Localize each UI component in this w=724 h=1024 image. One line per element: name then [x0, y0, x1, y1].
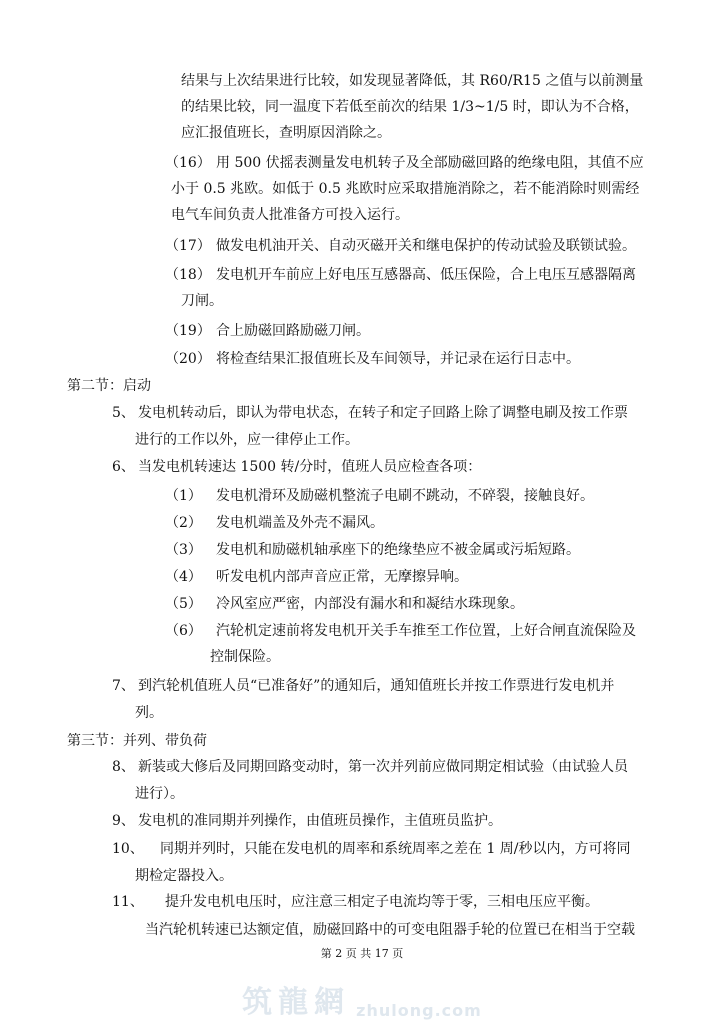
sub-item-5: （5） 冷风室应严密，内部没有漏水和和凝结水珠现象。: [165, 596, 524, 612]
list-item-16: （16） 用 500 伏摇表测量发电机转子及全部励磁回路的绝缘电阻，其值不应: [165, 155, 644, 171]
item-number: 7、: [112, 678, 135, 694]
paragraph-line: 同期并列时，只能在发电机的周率和系统周率之差在 1 周/秒以内，方可将同: [160, 841, 631, 857]
item-number: （3）: [165, 542, 202, 558]
watermark-url: zhulong.com: [356, 1001, 482, 1020]
paragraph-line: 的结果比较，同一温度下若低至前次的结果 1/3~1/5 时，即认为不合格，: [181, 99, 639, 115]
paragraph-line: 进行）。: [135, 786, 184, 802]
list-item-20: （20） 将检查结果汇报值班长及车间领导，并记录在运行日志中。: [165, 351, 580, 367]
paragraph-line: 当汽轮机转速已达额定值，励磁回路中的可变电阻器手轮的位置已在相当于空载: [145, 922, 635, 938]
item-number: （6）: [165, 623, 202, 639]
paragraph-line: 提升发电机电压时，应注意三相定子电流均等于零，三相电压应平衡。: [165, 894, 599, 910]
paragraph-line: 电气车间负责人批准备方可投入运行。: [171, 207, 409, 223]
paragraph-line: 控制保险。: [210, 649, 280, 665]
item-number: （1）: [165, 488, 202, 504]
item-number: 6、: [112, 459, 135, 475]
list-item-5: 5、 发电机转动后，即认为带电状态，在转子和定子回路上除了调整电刷及按工作票: [112, 405, 628, 421]
item-number: （20）: [165, 351, 211, 367]
sub-item-3: （3） 发电机和励磁机轴承座下的绝缘垫应不被金属或污垢短路。: [165, 542, 580, 558]
paragraph-line: 期检定器投入。: [135, 868, 233, 884]
sub-item-4: （4） 听发电机内部声音应正常，无摩擦异响。: [165, 569, 468, 585]
paragraph-line: 结果与上次结果进行比较，如发现显著降低，其 R60/R15 之值与以前测量: [181, 73, 644, 89]
list-item-6: 6、 当发电机转速达 1500 转/分时，值班人员应检查各项：: [112, 459, 482, 475]
item-number: 8、: [112, 759, 135, 775]
list-item-10: [112, 839, 144, 859]
section-heading-parallel: 第三节：并列、带负荷: [67, 733, 207, 749]
watermark-logo: 筑龍網: [242, 985, 351, 1020]
item-number: （5）: [165, 596, 202, 612]
watermark: [0, 986, 724, 1024]
paragraph-line: 进行的工作以外，应一律停止工作。: [135, 432, 359, 448]
list-item-9: 9、 发电机的准同期并列操作，由值班员操作，主值班员监护。: [112, 813, 502, 829]
item-number: （16）: [165, 155, 211, 171]
paragraph-line: 刀闸。: [181, 293, 223, 309]
sub-item-2: （2） 发电机端盖及外壳不漏风。: [165, 515, 384, 531]
list-item-18: （18） 发电机开车前应上好电压互感器高、低压保险，合上电压互感器隔离: [165, 267, 636, 283]
item-number: （4）: [165, 569, 202, 585]
list-item-19: （19） 合上励磁回路励磁刀闸。: [165, 323, 370, 339]
item-number: 11、: [112, 894, 144, 910]
list-item-8: 8、 新装或大修后及同期回路变动时，第一次并列前应做同期定相试验（由试验人员: [112, 759, 628, 775]
sub-item-6: （6） 汽轮机定速前将发电机开关手车推至工作位置，上好合闸直流保险及: [165, 623, 636, 639]
paragraph-line: 列。: [135, 705, 163, 721]
page-footer: 第 2 页 共 17 页: [320, 947, 404, 960]
list-item-17: （17） 做发电机油开关、自动灭磁开关和继电保护的传动试验及联锁试验。: [165, 238, 636, 254]
list-item-7: 7、 到汽轮机值班人员“已准备好”的通知后，通知值班长并按工作票进行发电机并: [112, 678, 615, 694]
section-heading-startup: 第二节：启动: [67, 378, 151, 394]
paragraph-line: 小于 0.5 兆欧。如低于 0.5 兆欧时应采取措施消除之，若不能消除时则需经: [171, 181, 640, 197]
list-item-11: [112, 892, 144, 912]
item-number: （18）: [165, 267, 211, 283]
item-number: （19）: [165, 323, 211, 339]
item-number: （17）: [165, 238, 211, 254]
sub-item-1: （1） 发电机滑环及励磁机整流子电刷不跳动，不碎裂，接触良好。: [165, 488, 594, 504]
item-number: 5、: [112, 405, 135, 421]
paragraph-line: 应汇报值班长，查明原因消除之。: [181, 125, 391, 141]
item-number: 9、: [112, 813, 135, 829]
item-number: 10、: [112, 841, 144, 857]
item-number: （2）: [165, 515, 202, 531]
